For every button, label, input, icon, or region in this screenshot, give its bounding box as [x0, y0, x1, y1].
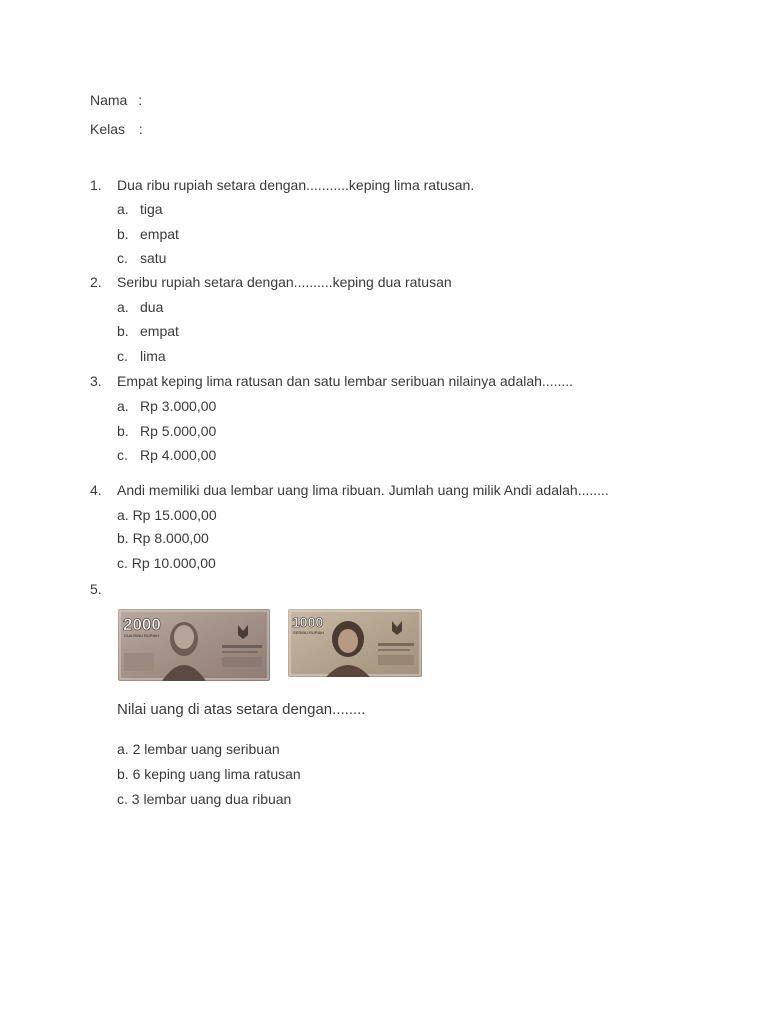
q1-option-c [117, 249, 166, 267]
q4-option-b: b. Rp 8.000,00 [117, 530, 209, 546]
q2-option-a [117, 298, 163, 316]
q3-text: Empat keping lima ratusan dan satu lembar seribuan nilainya adalah........ [117, 373, 574, 389]
banknote-2000-image [118, 609, 270, 681]
q3-option-a [117, 397, 216, 415]
q1-option-b [117, 225, 179, 243]
option-text: dua [140, 299, 164, 315]
banknote-2000-caption: DUA RIBU RUPIAH [124, 633, 160, 638]
option-text: lima [140, 348, 166, 364]
option-text: satu [140, 250, 167, 266]
q3-option-c [117, 446, 216, 464]
option-letter: c. [117, 250, 128, 266]
option-text: empat [140, 226, 179, 242]
q1-option-a [117, 200, 163, 218]
banknote-1000-caption: SERIBU RUPIAH [293, 630, 325, 635]
option-text: empat [140, 323, 179, 339]
option-letter: c. [117, 447, 128, 463]
option-letter: b. [117, 423, 129, 439]
q3-option-b [117, 422, 216, 440]
q4-option-a: a. Rp 15.000,00 [117, 507, 217, 523]
q4-option-c: c. Rp 10.000,00 [117, 555, 216, 571]
name-label-row [90, 91, 142, 109]
option-text: Rp 3.000,00 [140, 398, 217, 414]
q4-number: 4. [90, 482, 102, 498]
option-text: Rp 5.000,00 [140, 423, 217, 439]
class-colon: : [138, 121, 143, 137]
q2-number: 2. [90, 274, 102, 290]
q4-text: Andi memiliki dua lembar uang lima ribuan. Jumlah uang milik Andi adalah........ [117, 482, 609, 498]
q5-option-c: c. 3 lembar uang dua ribuan [117, 791, 292, 807]
banknote-1000-value: 1000 [292, 614, 324, 630]
q1-text: Dua ribu rupiah setara dengan...........keping lima ratusan. [117, 177, 475, 193]
class-label-row [90, 120, 143, 138]
option-letter: a. [117, 201, 129, 217]
q5-number: 5. [90, 581, 102, 597]
class-label: Kelas [90, 121, 126, 137]
option-letter: b. [117, 226, 129, 242]
q3-number: 3. [90, 373, 102, 389]
q5-option-b: b. 6 keping uang lima ratusan [117, 766, 301, 782]
option-letter: c. [117, 348, 128, 364]
option-letter: b. [117, 323, 129, 339]
option-letter: a. [117, 398, 129, 414]
q5-option-a: a. 2 lembar uang seribuan [117, 741, 280, 757]
q2-text: Seribu rupiah setara dengan..........keping dua ratusan [117, 274, 452, 290]
name-label: Nama [90, 92, 128, 108]
option-text: tiga [140, 201, 163, 217]
banknote-1000-image [288, 609, 422, 677]
option-text: Rp 4.000,00 [140, 447, 217, 463]
banknote-2000-value: 2000 [123, 615, 161, 634]
q1-number: 1. [90, 177, 102, 193]
q2-option-c [117, 347, 166, 365]
name-colon: : [138, 92, 143, 108]
q5-text: Nilai uang di atas setara dengan........ [117, 701, 366, 718]
q2-option-b [117, 322, 179, 340]
option-letter: a. [117, 299, 129, 315]
